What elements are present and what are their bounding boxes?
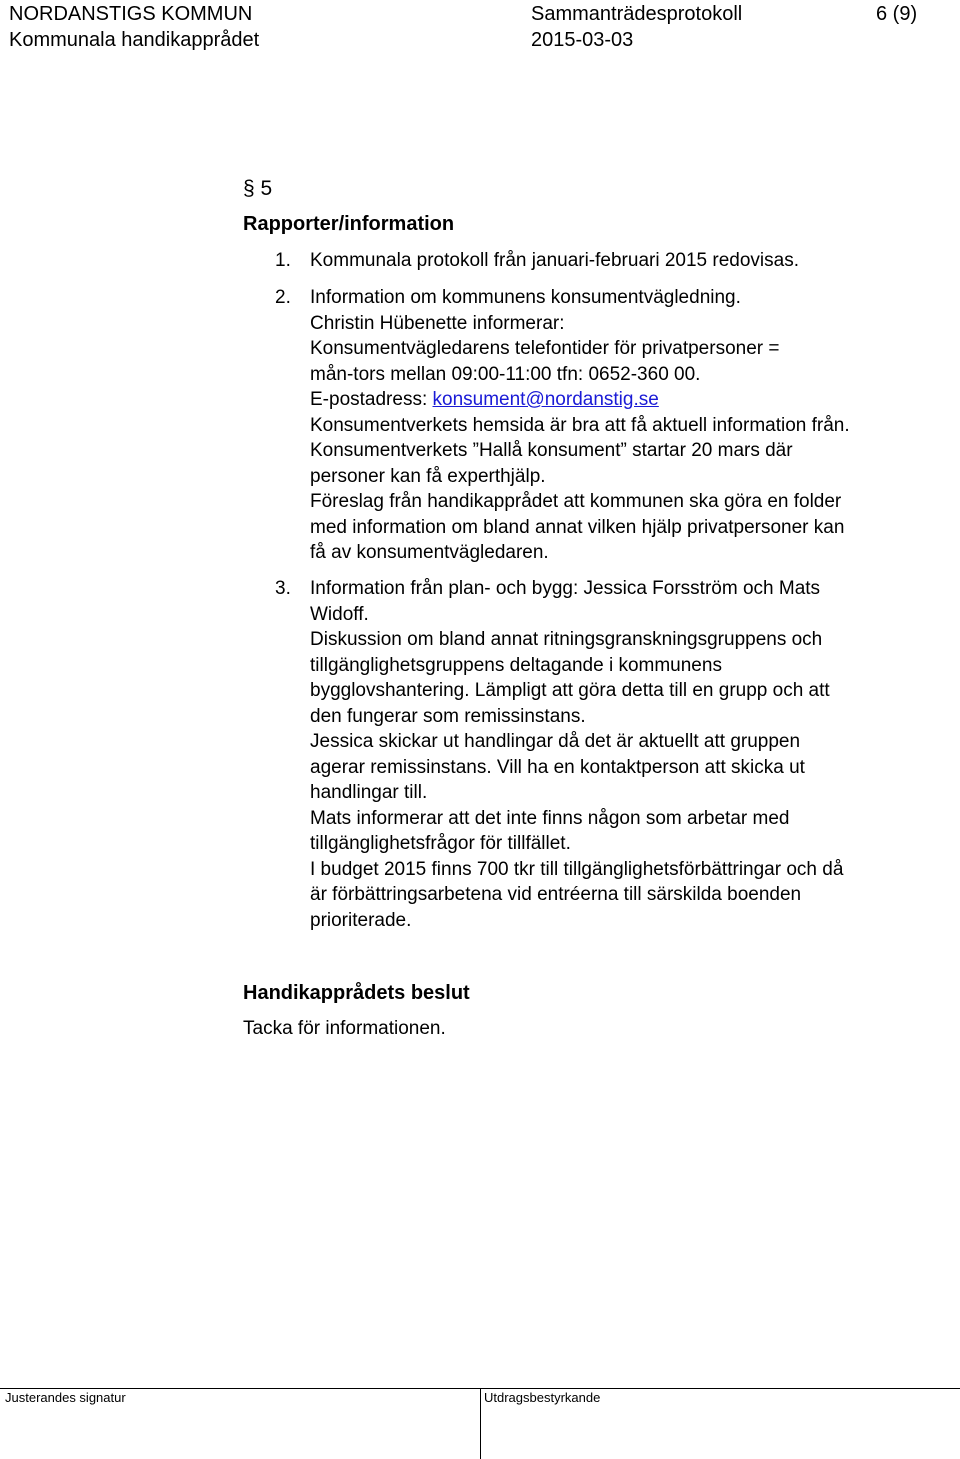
item-3-line: agerar remissinstans. Vill ha en kontaktperson att skicka ut	[310, 756, 805, 778]
meeting-date: 2015-03-03	[531, 29, 634, 51]
email-line	[310, 387, 940, 413]
section-title: Rapporter/information	[243, 213, 455, 235]
org-name: NORDANSTIGS KOMMUN	[9, 3, 253, 25]
document-type: Sammanträdesprotokoll	[531, 3, 743, 25]
item-2-text	[310, 285, 940, 566]
section-symbol: §	[243, 177, 255, 200]
item-3-line: tillgänglighetsgruppens deltagande i kommunens	[310, 654, 722, 676]
item-3-line: bygglovshantering. Lämpligt att göra detta till en grupp och att	[310, 680, 830, 701]
item-2-line: med information om bland annat vilken hjälp privatpersoner kan	[310, 516, 845, 538]
item-2-number: 2.	[275, 287, 291, 308]
item-1-line: Kommunala protokoll från januari-februari 2015 redovisas.	[310, 250, 799, 271]
footer-column-divider	[480, 1388, 481, 1459]
email-link[interactable]: konsument@nordanstig.se	[432, 389, 659, 410]
item-2-line: personer kan få experthjälp.	[310, 465, 546, 487]
item-2-line: Konsumentverkets ”Hallå konsument” startar 20 mars där	[310, 440, 793, 461]
item-3-line: Diskussion om bland annat ritningsgranskningsgruppens och	[310, 629, 823, 650]
item-3-line: I budget 2015 finns 700 tkr till tillgänglighetsförbättringar och då	[310, 858, 844, 880]
item-3-line: Mats informerar att det inte finns någon som arbetar med	[310, 807, 790, 829]
item-1-text	[310, 248, 940, 274]
item-3-line: den fungerar som remissinstans.	[310, 705, 586, 727]
item-2-line: få av konsumentvägledaren.	[310, 542, 549, 563]
item-3-line: handlingar till.	[310, 782, 428, 803]
page-number: 6 (9)	[876, 3, 918, 25]
item-2-line: Information om kommunens konsumentvägledning.	[310, 287, 741, 308]
email-label: E-postadress:	[310, 389, 428, 410]
section-number-value: 5	[260, 177, 273, 200]
decision-text: Tacka för informationen.	[243, 1018, 446, 1039]
item-2-line: mån-tors mellan 09:00-11:00 tfn: 0652-360 00.	[310, 363, 701, 385]
item-3-line: Widoff.	[310, 603, 369, 625]
committee-name: Kommunala handikapprådet	[9, 29, 260, 51]
extract-certification-label: Utdragsbestyrkande	[484, 1390, 601, 1405]
item-3-line: prioriterade.	[310, 909, 412, 931]
item-3-number: 3.	[275, 578, 291, 599]
decision-title: Handikapprådets beslut	[243, 982, 470, 1004]
item-3-line: tillgänglighetsfrågor för tillfället.	[310, 833, 571, 854]
item-3-text	[310, 576, 940, 933]
item-3-line: är förbättringsarbetena vid entréerna till särskilda boenden	[310, 884, 802, 905]
item-2-line: Konsumentvägledarens telefontider för privatpersoner =	[310, 338, 780, 359]
item-2-line: Christin Hübenette informerar:	[310, 312, 565, 334]
section-number	[243, 176, 272, 202]
item-2-line: Föreslag från handikapprådet att kommunen ska göra en folder	[310, 491, 842, 512]
item-2-line: Konsumentverkets hemsida är bra att få aktuell information från.	[310, 414, 850, 436]
item-3-line: Information från plan- och bygg: Jessica Forsström och Mats	[310, 578, 821, 599]
item-3-line: Jessica skickar ut handlingar då det är aktuellt att gruppen	[310, 731, 801, 752]
item-1-number: 1.	[275, 250, 291, 271]
signature-label: Justerandes signatur	[5, 1390, 126, 1405]
